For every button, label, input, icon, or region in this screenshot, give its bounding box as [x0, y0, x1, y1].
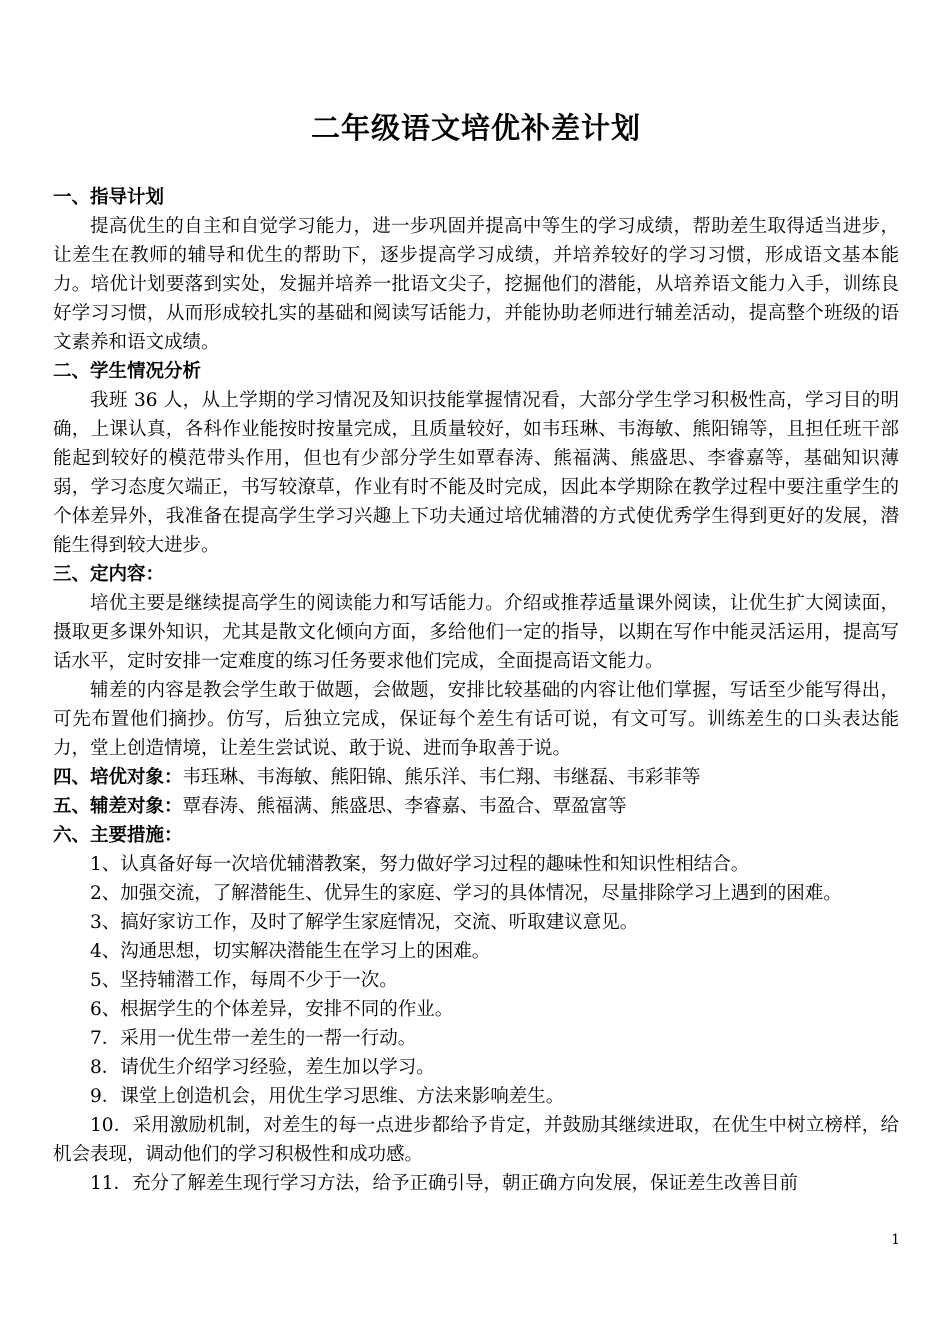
- section-heading-top-students: 四、培优对象：: [53, 767, 183, 788]
- section-heading-measures: 六、主要措施：: [53, 825, 183, 846]
- remedial-students-list: 覃春涛、熊福满、熊盛思、李睿嘉、韦盈合、覃盈富等: [182, 796, 627, 817]
- page-number: 1: [891, 1232, 900, 1248]
- measure-item: 5、坚持辅潜工作，每周不少于一次。: [90, 970, 398, 991]
- paragraph-content-top: 培优主要是继续提高学生的阅读能力和写话能力。介绍或推荐适量课外阅读，让优生扩大阅读面，摄取更多课外知识，尤其是散文化倾向方面，多给他们一定的指导，以期在写作中能灵活运用，提高写话水平，定时安排一定难度的练习任务要求他们完成，全面提高语文能力。: [53, 593, 899, 672]
- measure-item: 6、根据学生的个体差异，安排不同的作业。: [90, 999, 454, 1020]
- measure-item: 4、沟通思想，切实解决潜能生在学习上的困难。: [90, 941, 491, 962]
- section-heading-analysis: 二、学生情况分析: [53, 361, 202, 382]
- measure-item: 9．课堂上创造机会，用优生学习思维、方法来影响差生。: [90, 1086, 565, 1107]
- paragraph-content-remedial: 辅差的内容是教会学生敢于做题，会做题，安排比较基础的内容让他们掌握，写话至少能写得出，可先布置他们摘抄。仿写，后独立完成，保证每个差生有话可说，有文可写。训练差生的口头表达能力，堂上创造情境，让差生尝试说、敢于说、进而争取善于说。: [53, 680, 899, 759]
- measure-item: 3、搞好家访工作，及时了解学生家庭情况，交流、听取建议意见。: [90, 912, 639, 933]
- measure-item: 8．请优生介绍学习经验，差生加以学习。: [90, 1057, 435, 1078]
- section-heading-guidance: 一、指导计划: [53, 187, 165, 208]
- measure-item: 7．采用一优生带一差生的一帮一行动。: [90, 1028, 417, 1049]
- document-title: 二年级语文培优补差计划: [310, 111, 641, 145]
- paragraph-analysis: 我班 36 人，从上学期的学习情况及知识技能掌握情况看，大部分学生学习积极性高，学习目的明确，上课认真，各科作业能按时按量完成，且质量较好，如韦珏琳、韦海敏、熊阳锦等，且担任班干部能起到较好的模范带头作用，但也有少部分学生如覃春涛、熊福满、熊盛思、李睿嘉等，基础知识薄弱，学习态度欠端正，书写较潦草，作业有时不能及时完成，因此本学期除在教学过程中要注重学生的个体差异外，我准备在提高学生学习兴趣上下功夫通过培优辅潜的方式使优秀学生得到更好的发展，潜能生得到较大进步。: [53, 390, 899, 556]
- paragraph-guidance: 提高优生的自主和自觉学习能力，进一步巩固并提高中等生的学习成绩，帮助差生取得适当进步，让差生在教师的辅导和优生的帮助下，逐步提高学习成绩，并培养较好的学习习惯，形成语文基本能力。培优计划要落到实处，发掘并培养一批语文尖子，挖掘他们的潜能，从培养语文能力入手，训练良好学习习惯，从而形成较扎实的基础和阅读写话能力，并能协助老师进行辅差活动，提高整个班级的语文素养和语文成绩。: [53, 216, 899, 353]
- top-students-line: [53, 763, 899, 792]
- remedial-students-line: [53, 792, 899, 821]
- measure-item: 2、加强交流，了解潜能生、优异生的家庭、学习的具体情况，尽量排除学习上遇到的困难。: [90, 883, 842, 904]
- measure-item: 1、认真备好每一次培优辅潜教案，努力做好学习过程的趣味性和知识性相结合。: [90, 854, 750, 875]
- section-heading-content: 三、定内容：: [53, 564, 165, 585]
- document-body: [53, 183, 899, 1198]
- top-students-list: 韦珏琳、韦海敏、熊阳锦、熊乐洋、韦仁翔、韦继磊、韦彩菲等: [182, 767, 701, 788]
- measure-item: 10．采用激励机制，对差生的每一点进步都给予肯定，并鼓励其继续进取，在优生中树立榜样，给机会表现，调动他们的学习积极性和成功感。: [53, 1115, 899, 1165]
- measure-item: 11．充分了解差生现行学习方法，给予正确引导，朝正确方向发展，保证差生改善目前: [90, 1173, 799, 1194]
- section-heading-remedial-students: 五、辅差对象：: [53, 796, 183, 817]
